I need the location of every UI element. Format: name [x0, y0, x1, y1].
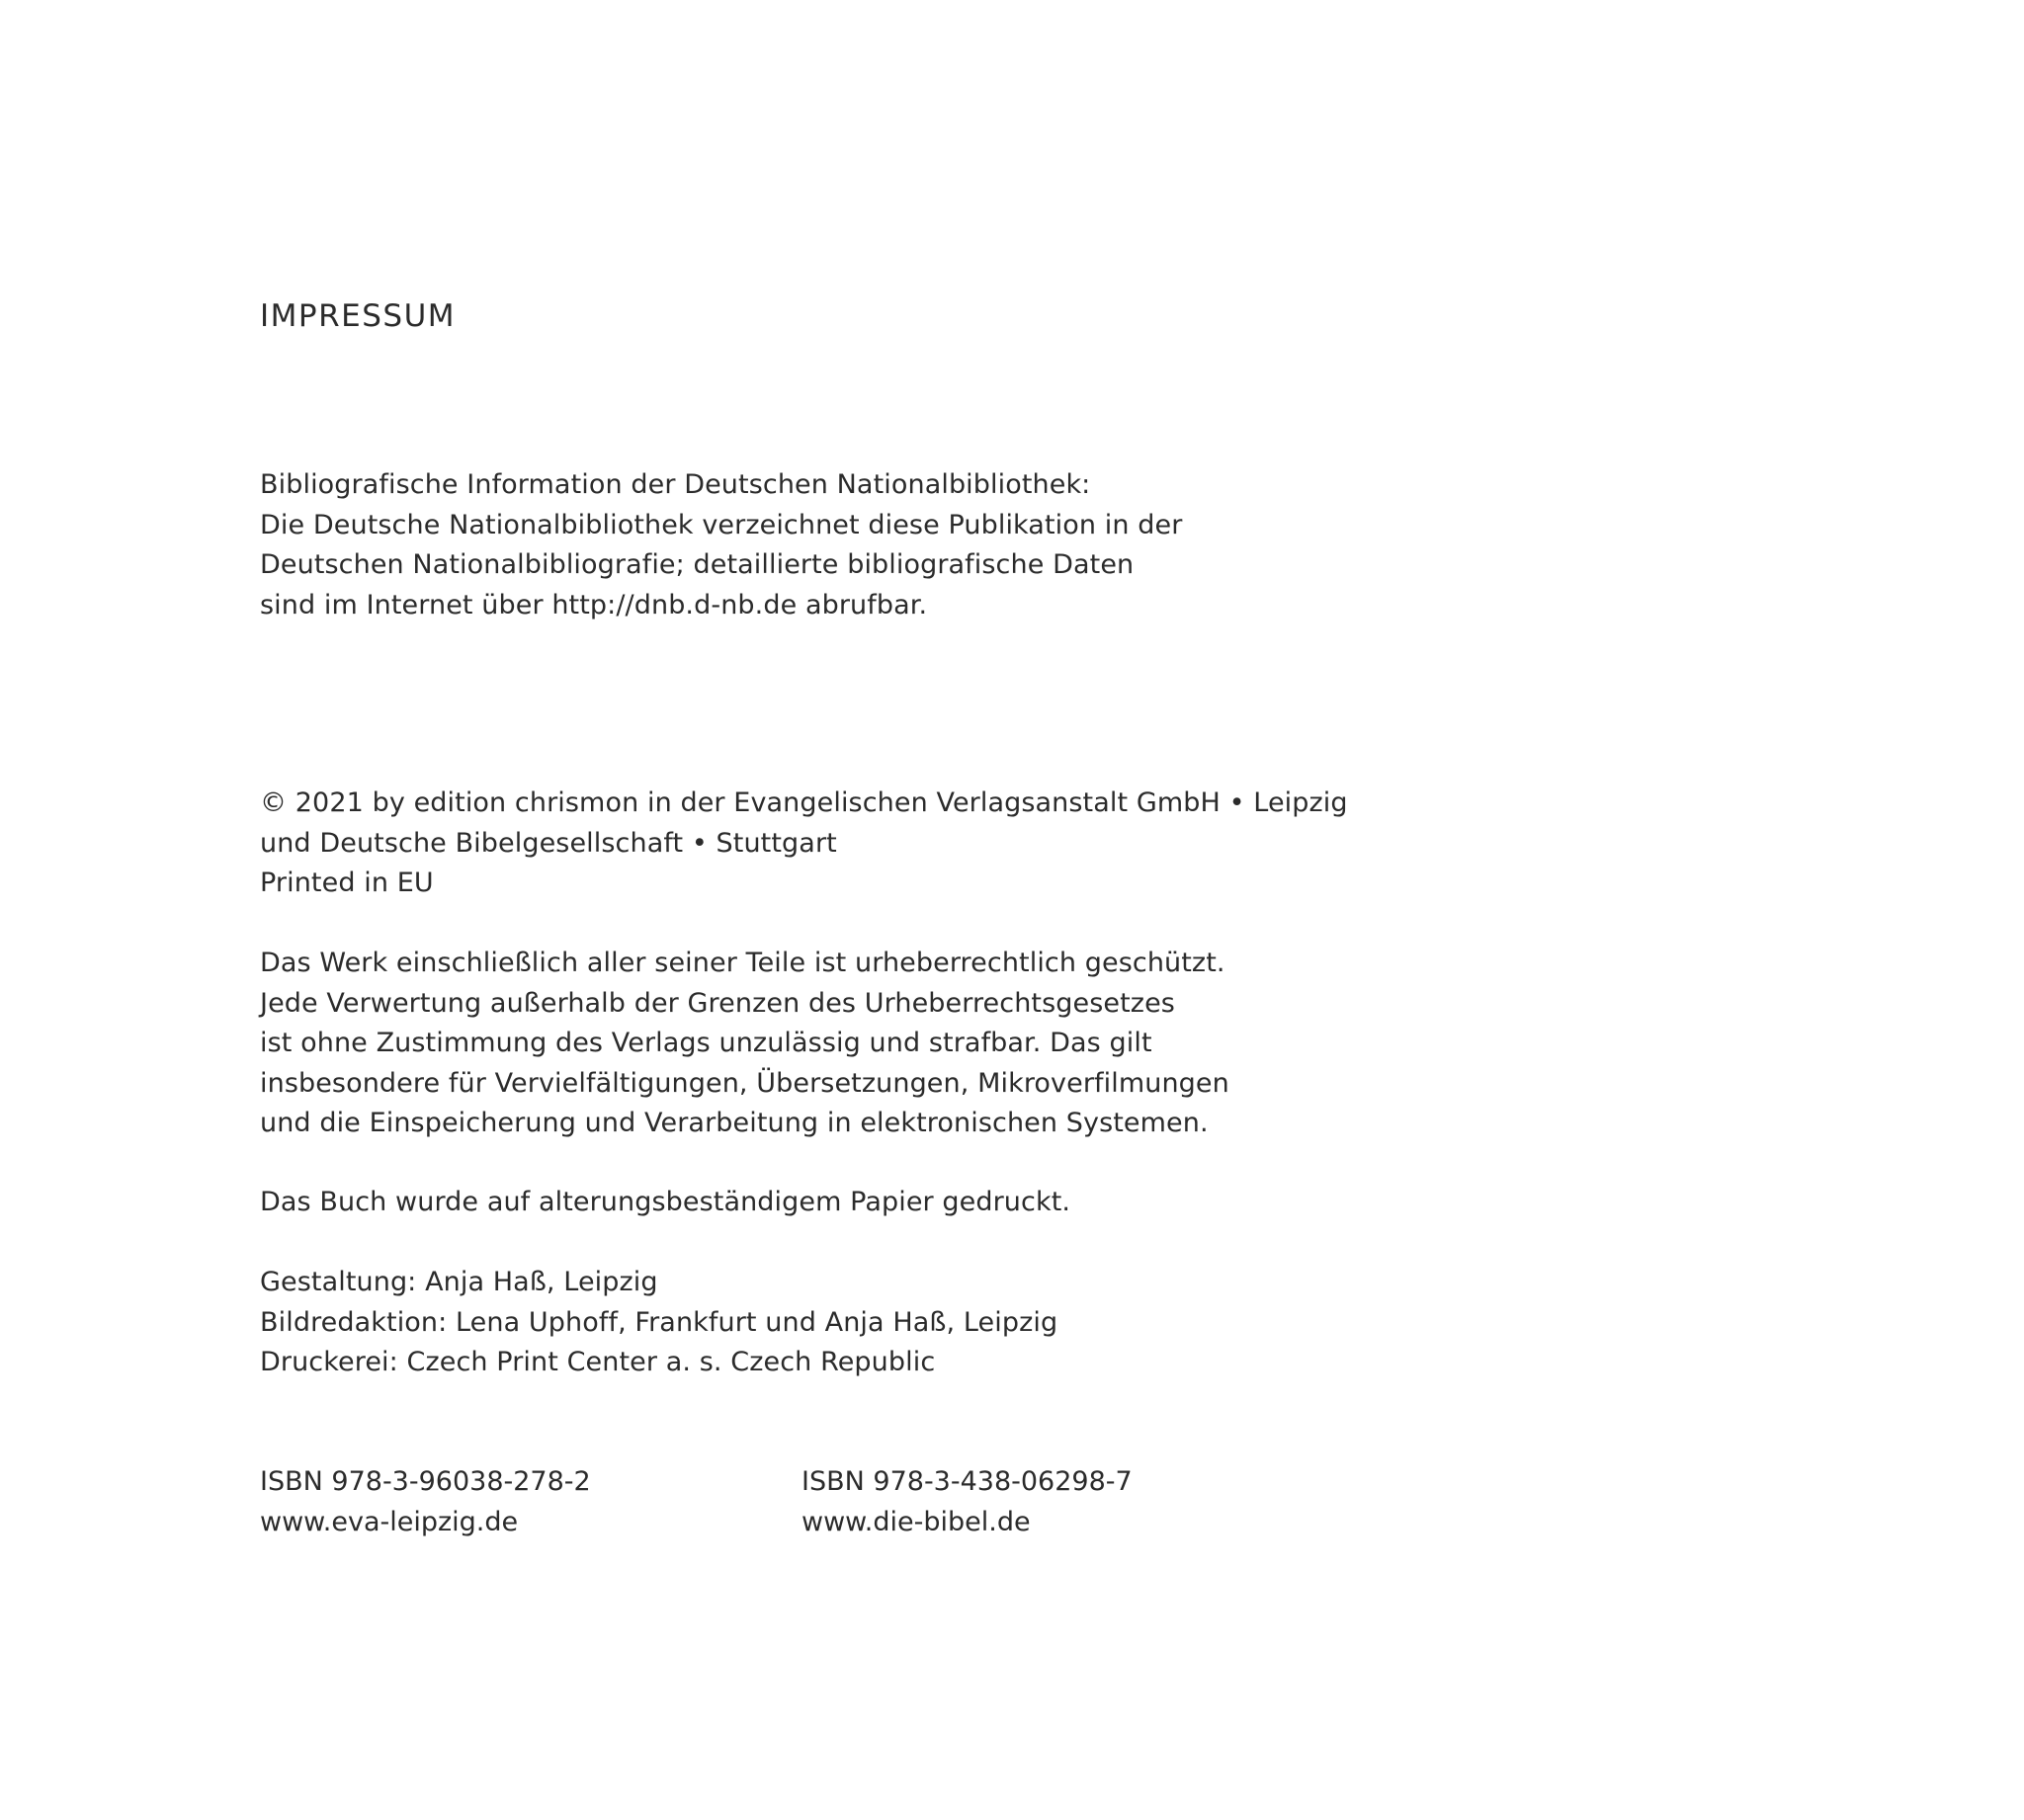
- rights-line: und die Einspeicherung und Verarbeitung in elektronischen Systemen.: [260, 1108, 1209, 1138]
- rights-notice: [260, 944, 1229, 1144]
- bibliographic-info: [260, 465, 1182, 625]
- page-title: IMPRESSUM: [260, 298, 457, 334]
- publisher-website: www.eva-leipzig.de: [260, 1506, 519, 1537]
- isbn-number: ISBN 978-3-438-06298-7: [801, 1466, 1133, 1497]
- credit-printer: Druckerei: Czech Print Center a. s. Czech Republic: [260, 1347, 936, 1377]
- rights-line: insbesondere für Vervielfältigungen, Übersetzungen, Mikroverfilmungen: [260, 1067, 1229, 1099]
- credit-image-editing: Bildredaktion: Lena Uphoff, Frankfurt und Anja Haß, Leipzig: [260, 1306, 1058, 1338]
- bibliographic-line: sind im Internet über http://dnb.d-nb.de abrufbar.: [260, 589, 928, 620]
- rights-line: Jede Verwertung außerhalb der Grenzen des Urheberrechtsgesetzes: [260, 987, 1175, 1019]
- credits: [260, 1263, 1057, 1383]
- copyright-notice: [260, 784, 1348, 904]
- copyright-line: Printed in EU: [260, 868, 434, 898]
- copyright-line: und Deutsche Bibelgesellschaft • Stuttgart: [260, 827, 837, 859]
- bibliographic-line: Deutschen Nationalbibliografie; detaillierte bibliografische Daten: [260, 549, 1135, 580]
- isbn-number: ISBN 978-3-96038-278-2: [260, 1466, 591, 1497]
- credit-design: Gestaltung: Anja Haß, Leipzig: [260, 1267, 658, 1297]
- bibliographic-line: Bibliografische Information der Deutschen Nationalbibliothek:: [260, 469, 1091, 500]
- isbn-block-eva: [260, 1462, 591, 1542]
- rights-line: Das Werk einschließlich aller seiner Teile ist urheberrechtlich geschützt.: [260, 948, 1225, 978]
- isbn-block-bibel: [801, 1462, 1133, 1542]
- rights-line: ist ohne Zustimmung des Verlags unzulässig und strafbar. Das gilt: [260, 1028, 1152, 1058]
- paper-line: Das Buch wurde auf alterungsbeständigem Papier gedruckt.: [260, 1187, 1071, 1217]
- copyright-line: © 2021 by edition chrismon in der Evangelischen Verlagsanstalt GmbH • Leipzig: [260, 787, 1348, 818]
- publisher-website: www.die-bibel.de: [801, 1506, 1031, 1537]
- paper-notice: [260, 1183, 1070, 1223]
- bibliographic-line: Die Deutsche Nationalbibliothek verzeichnet diese Publikation in der: [260, 509, 1183, 540]
